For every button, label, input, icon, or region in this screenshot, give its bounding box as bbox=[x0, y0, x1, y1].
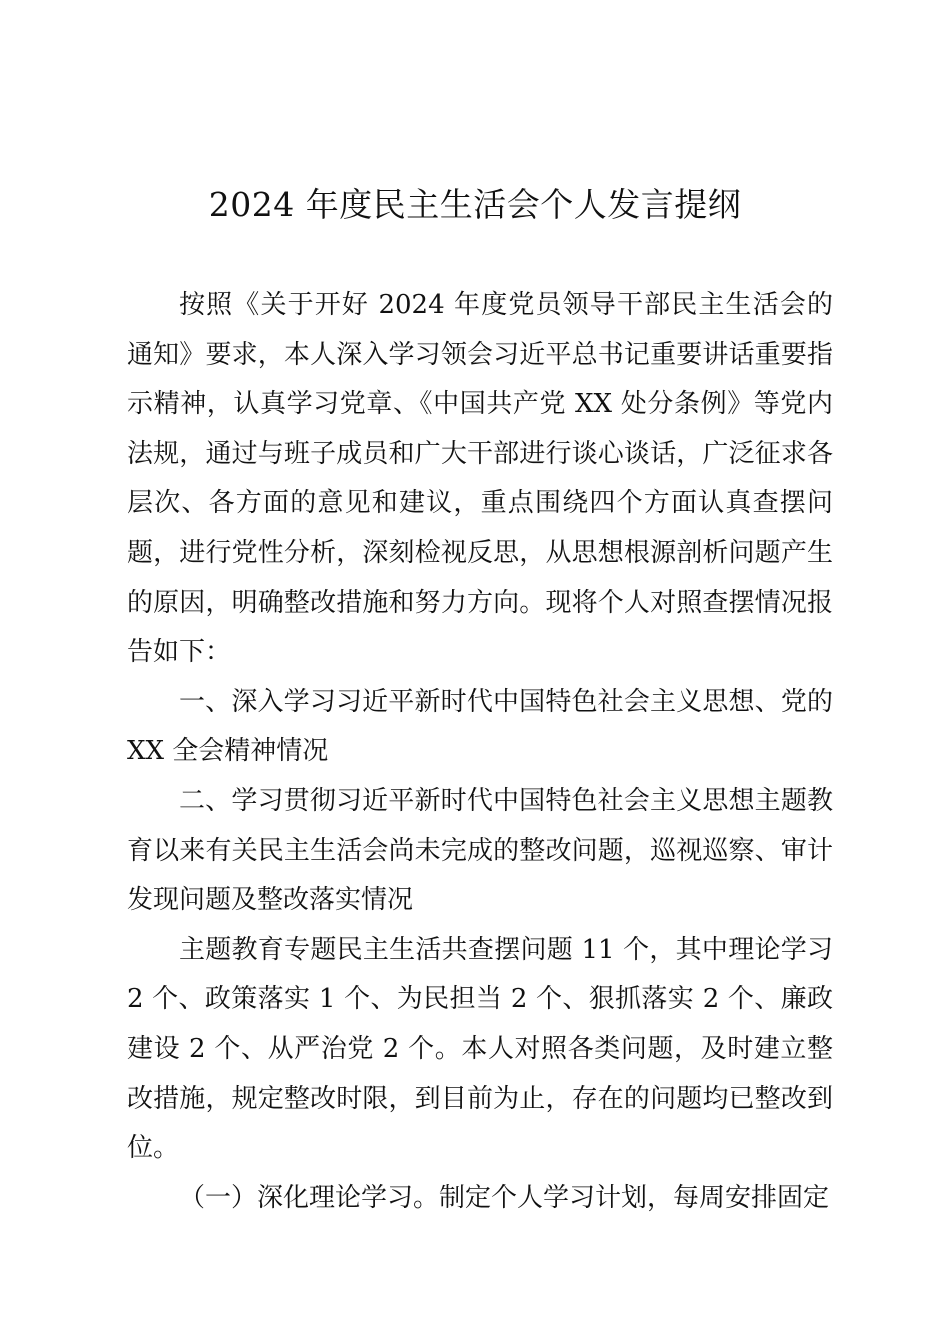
paragraph-problem-summary: 主题教育专题民主生活共查摆问题 11 个，其中理论学习 2 个、政策落实 1 个、为民担当 2 个、狠抓落实 2 个、廉政建设 2 个、从严治党 2 个。本人对照各类问题，及时建立整改措施，规定整改时限，到目前为止，存在的问题均已整改到位。 bbox=[127, 934, 833, 1164]
paragraph-section-two-heading: 二、学习贯彻习近平新时代中国特色社会主义思想主题教育以来有关民主生活会尚未完成的整改问题，巡视巡察、审计发现问题及整改落实情况 bbox=[127, 785, 833, 916]
document-title: 2024 年度民主生活会个人发言提纲 bbox=[208, 185, 742, 224]
paragraph-intro: 按照《关于开好 2024 年度党员领导干部民主生活会的通知》要求，本人深入学习领会习近平总书记重要讲话重要指示精神，认真学习党章、《中国共产党 XX 处分条例》等党内法规，通过与班子成员和广大干部进行谈心谈话，广泛征求各层次、各方面的意见和建议，重点围绕四个方面认真查摆问题，进行党性分析，深刻检视反思，从思想根源剖析问题产生的原因，明确整改措施和努力方向。现将个人对照查摆情况报告如下： bbox=[127, 290, 833, 668]
document-body bbox=[127, 281, 833, 1223]
paragraph-section-one-heading: 一、深入学习习近平新时代中国特色社会主义思想、党的 XX 全会精神情况 bbox=[127, 686, 833, 767]
paragraph-subsection-one: （一）深化理论学习。制定个人学习计划，每周安排固定 bbox=[179, 1182, 830, 1213]
